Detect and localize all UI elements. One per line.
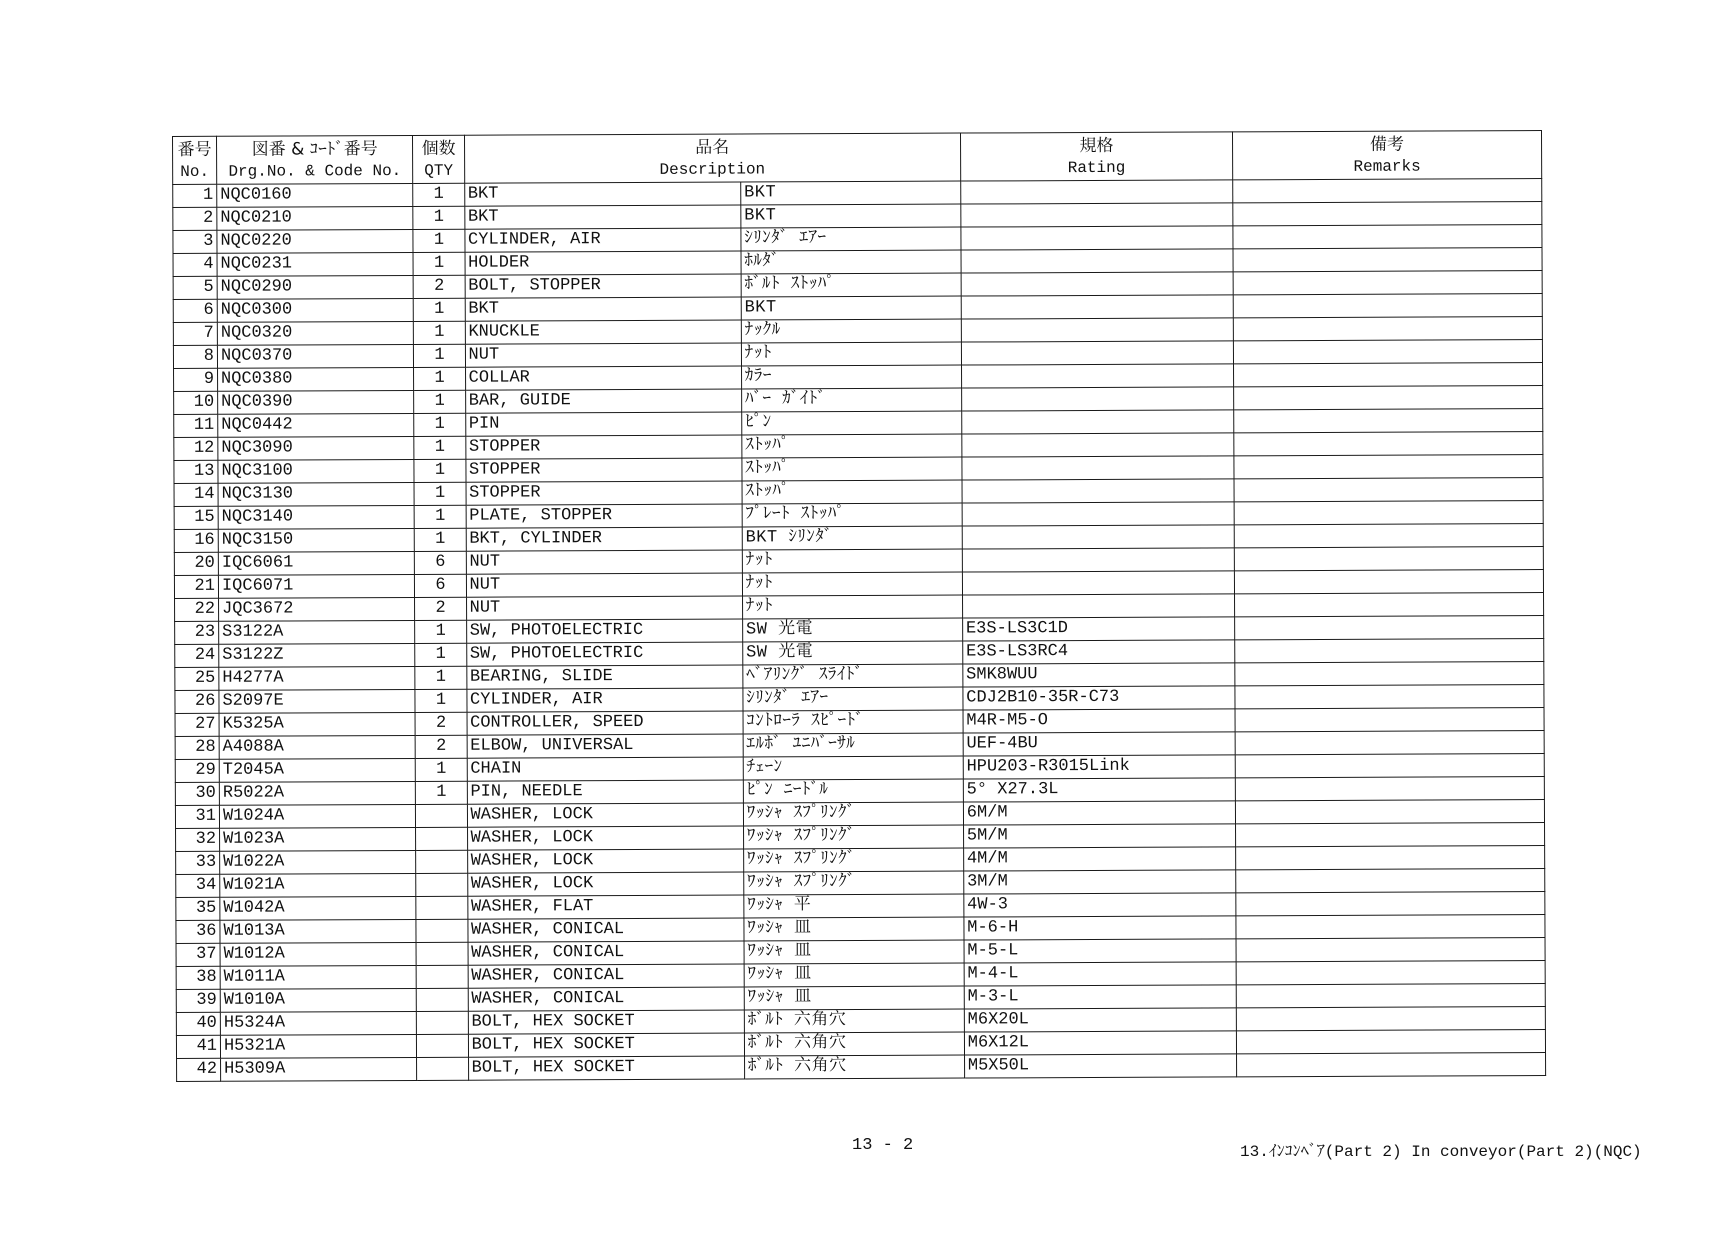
cell-description-jp: ｼﾘﾝﾀﾞ ｴｱｰ [743, 687, 963, 711]
cell-no: 23 [175, 621, 219, 644]
cell-qty: 1 [415, 689, 466, 712]
cell-qty [416, 850, 467, 873]
cell-rating [962, 548, 1234, 572]
cell-no: 30 [175, 782, 219, 805]
cell-description-en: WASHER, FLAT [467, 895, 743, 919]
cell-description-jp: ﾜｯｼｬ 皿 [744, 917, 964, 941]
cell-no: 14 [174, 483, 218, 506]
cell-rating [961, 318, 1233, 342]
cell-qty [417, 988, 468, 1011]
cell-code: W1013A [220, 919, 417, 943]
cell-description-en: BOLT, HEX SOCKET [468, 1010, 744, 1034]
header-rating-en: Rating [1067, 158, 1126, 177]
cell-description-jp: ﾎﾞﾙﾄ 六角穴 [744, 1032, 964, 1056]
cell-description-jp: BKT ｼﾘﾝﾀﾞ [742, 526, 962, 550]
cell-rating: 6M/M [963, 801, 1235, 825]
cell-no: 8 [173, 345, 217, 368]
cell-no: 42 [177, 1058, 221, 1081]
cell-rating [962, 479, 1234, 503]
cell-no: 6 [173, 299, 217, 322]
header-remarks-jp: 備考 [1369, 134, 1405, 155]
cell-description-en: CHAIN [467, 757, 743, 781]
header-remarks-en: Remarks [1353, 157, 1421, 176]
cell-remarks [1234, 409, 1543, 433]
header-rating [960, 132, 1232, 181]
cell-rating: E3S-LS3RC4 [963, 640, 1235, 664]
cell-rating: UEF-4BU [963, 732, 1235, 756]
cell-qty: 6 [415, 551, 466, 574]
cell-description-en: SW, PHOTOELECTRIC [466, 642, 742, 666]
cell-remarks [1236, 1007, 1545, 1031]
table-header [173, 131, 1542, 185]
cell-description-jp: ﾋﾟﾝ ﾆｰﾄﾞﾙ [743, 779, 963, 803]
cell-qty: 1 [413, 206, 464, 229]
cell-rating: M5X50L [964, 1054, 1236, 1078]
cell-description-jp: ｽﾄｯﾊﾟ [742, 434, 962, 458]
cell-code: NQC3100 [218, 459, 415, 483]
cell-description-en: ELBOW, UNIVERSAL [467, 734, 743, 758]
table-row [177, 1053, 1546, 1082]
cell-description-en: WASHER, LOCK [467, 803, 743, 827]
cell-no: 12 [174, 437, 218, 460]
cell-qty: 1 [414, 436, 465, 459]
cell-rating [961, 364, 1233, 388]
cell-remarks [1236, 892, 1545, 916]
header-description-en: Description [659, 159, 766, 179]
cell-code: NQC3130 [218, 482, 415, 506]
cell-no: 13 [174, 460, 218, 483]
cell-qty [416, 896, 467, 919]
cell-remarks [1234, 570, 1543, 594]
cell-description-jp: ﾜｯｼｬ 平 [744, 894, 964, 918]
cell-description-jp: ｽﾄｯﾊﾟ [742, 457, 962, 481]
cell-qty: 1 [414, 482, 465, 505]
cell-remarks [1235, 616, 1544, 640]
cell-remarks [1234, 386, 1543, 410]
cell-rating [962, 525, 1234, 549]
parts-list-table [172, 130, 1546, 1082]
cell-qty [416, 942, 467, 965]
cell-code: H5321A [220, 1034, 417, 1058]
page-number: 13 - 2 [852, 1136, 914, 1155]
cell-description-en: NUT [466, 596, 742, 620]
cell-rating: M6X20L [964, 1008, 1236, 1032]
cell-remarks [1235, 754, 1544, 778]
cell-remarks [1235, 823, 1544, 847]
cell-remarks [1235, 800, 1544, 824]
cell-qty: 2 [414, 275, 465, 298]
cell-no: 25 [175, 667, 219, 690]
cell-code: NQC0320 [217, 321, 414, 345]
cell-description-jp: ﾜｯｼｬ ｽﾌﾟﾘﾝｸﾞ [743, 825, 963, 849]
cell-no: 7 [173, 322, 217, 345]
cell-rating [962, 594, 1234, 618]
cell-no: 21 [174, 575, 218, 598]
cell-description-jp: ﾅｯﾄ [742, 572, 962, 596]
cell-description-jp: ﾍﾞｱﾘﾝｸﾞ ｽﾗｲﾄﾞ [743, 664, 963, 688]
cell-remarks [1235, 662, 1544, 686]
cell-description-en: PLATE, STOPPER [466, 504, 742, 528]
cell-description-en: HOLDER [465, 251, 741, 275]
cell-rating: M4R-M5-O [963, 709, 1235, 733]
cell-remarks [1235, 731, 1544, 755]
cell-code: W1024A [219, 804, 416, 828]
cell-remarks [1233, 340, 1542, 364]
header-description-jp: 品名 [695, 137, 730, 158]
cell-description-jp: ﾜｯｼｬ 皿 [744, 986, 964, 1010]
cell-code: W1021A [220, 873, 417, 897]
cell-remarks [1233, 317, 1542, 341]
cell-remarks [1234, 524, 1543, 548]
cell-rating: SMK8WUU [963, 663, 1235, 687]
cell-no: 20 [174, 552, 218, 575]
cell-description-en: BEARING, SLIDE [466, 665, 742, 689]
cell-description-jp: ﾎﾙﾀﾞ [741, 250, 961, 274]
cell-code: NQC0300 [217, 298, 414, 322]
cell-no: 3 [173, 230, 217, 253]
cell-remarks [1235, 685, 1544, 709]
cell-code: R5022A [219, 781, 416, 805]
cell-qty: 1 [415, 643, 466, 666]
header-code-jp: 図番 & ｺｰﾄﾞ番号 [251, 138, 378, 160]
cell-code: W1011A [220, 965, 417, 989]
cell-description-en: STOPPER [466, 481, 742, 505]
cell-rating: E3S-LS3C1D [962, 617, 1234, 641]
cell-code: NQC0370 [217, 344, 414, 368]
cell-description-en: BOLT, HEX SOCKET [468, 1033, 744, 1057]
cell-no: 24 [175, 644, 219, 667]
cell-rating [962, 502, 1234, 526]
cell-description-en: NUT [466, 573, 742, 597]
cell-no: 33 [176, 851, 220, 874]
cell-remarks [1236, 846, 1545, 870]
cell-description-jp: ｽﾄｯﾊﾟ [742, 480, 962, 504]
cell-qty: 1 [415, 666, 466, 689]
cell-description-en: CONTROLLER, SPEED [467, 711, 743, 735]
cell-code: NQC3140 [218, 505, 415, 529]
cell-description-en: NUT [465, 343, 741, 367]
cell-code: NQC0160 [217, 183, 414, 207]
cell-description-jp: ﾎﾞﾙﾄ 六角穴 [744, 1009, 964, 1033]
cell-code: NQC0380 [217, 367, 414, 391]
cell-qty: 2 [416, 735, 467, 758]
cell-description-jp: ﾅｯﾄ [742, 549, 962, 573]
cell-no: 4 [173, 253, 217, 276]
cell-remarks [1236, 984, 1545, 1008]
cell-code: NQC0442 [218, 413, 415, 437]
cell-no: 31 [175, 805, 219, 828]
cell-code: IQC6061 [218, 551, 415, 575]
cell-qty [416, 804, 467, 827]
cell-code: W1023A [220, 827, 417, 851]
cell-code: IQC6071 [218, 574, 415, 598]
cell-description-en: WASHER, CONICAL [468, 964, 744, 988]
header-no-jp: 番号 [177, 139, 212, 160]
cell-remarks [1236, 1053, 1545, 1077]
cell-rating: 4W-3 [964, 893, 1236, 917]
cell-description-jp: ﾌﾟﾚｰﾄ ｽﾄｯﾊﾟ [742, 503, 962, 527]
cell-description-en: WASHER, LOCK [467, 826, 743, 850]
cell-no: 41 [176, 1035, 220, 1058]
cell-description-en: BKT [464, 205, 740, 229]
cell-qty: 1 [413, 252, 464, 275]
cell-code: W1042A [220, 896, 417, 920]
cell-code: NQC0220 [217, 229, 414, 253]
cell-remarks [1236, 961, 1545, 985]
cell-description-jp: ﾜｯｼｬ ｽﾌﾟﾘﾝｸﾞ [743, 848, 963, 872]
cell-code: JQC3672 [219, 597, 416, 621]
cell-rating [961, 226, 1233, 250]
cell-description-jp: BKT [741, 204, 961, 228]
header-description [464, 133, 960, 183]
cell-code: NQC0210 [217, 206, 414, 230]
cell-description-en: WASHER, CONICAL [468, 941, 744, 965]
cell-qty [416, 827, 467, 850]
cell-rating [962, 410, 1234, 434]
cell-description-jp: ﾅｯｸﾙ [741, 319, 961, 343]
cell-description-en: KNUCKLE [465, 320, 741, 344]
cell-description-jp: ﾎﾞﾙﾄ ｽﾄｯﾊﾟ [741, 273, 961, 297]
cell-description-en: CYLINDER, AIR [464, 228, 740, 252]
cell-description-jp: ｶﾗｰ [741, 365, 961, 389]
cell-qty [417, 1011, 468, 1034]
cell-rating: M-5-L [964, 939, 1236, 963]
cell-no: 28 [175, 736, 219, 759]
cell-description-en: BOLT, STOPPER [465, 274, 741, 298]
cell-remarks [1236, 869, 1545, 893]
table-body [173, 179, 1546, 1082]
cell-rating [962, 433, 1234, 457]
header-code [216, 135, 413, 184]
cell-code: NQC0231 [217, 252, 414, 276]
cell-no: 11 [174, 414, 218, 437]
cell-remarks [1236, 915, 1545, 939]
cell-no: 5 [173, 276, 217, 299]
cell-qty: 1 [414, 367, 465, 390]
cell-no: 10 [174, 391, 218, 414]
cell-qty: 1 [416, 758, 467, 781]
cell-no: 39 [176, 989, 220, 1012]
cell-code: NQC0390 [218, 390, 415, 414]
header-qty-jp: 個数 [421, 138, 456, 159]
cell-qty: 1 [415, 505, 466, 528]
cell-remarks [1233, 179, 1542, 203]
cell-remarks [1234, 455, 1543, 479]
cell-code: W1010A [220, 988, 417, 1012]
cell-qty: 2 [415, 597, 466, 620]
cell-description-en: COLLAR [465, 366, 741, 390]
cell-description-en: BKT, CYLINDER [466, 527, 742, 551]
cell-description-jp: ﾜｯｼｬ ｽﾌﾟﾘﾝｸﾞ [743, 802, 963, 826]
cell-qty: 6 [415, 574, 466, 597]
cell-description-jp: ﾊﾞｰ ｶﾞｲﾄﾞ [741, 388, 961, 412]
cell-description-jp: BKT [741, 296, 961, 320]
cell-rating: HPU203-R3015Link [963, 755, 1235, 779]
cell-description-jp: SW 光電 [743, 641, 963, 665]
cell-qty: 1 [414, 459, 465, 482]
cell-description-en: SW, PHOTOELECTRIC [466, 619, 742, 643]
cell-no: 9 [174, 368, 218, 391]
cell-description-en: BKT [465, 297, 741, 321]
cell-description-en: STOPPER [465, 435, 741, 459]
cell-qty [417, 1057, 468, 1080]
cell-qty [416, 919, 467, 942]
cell-qty [417, 965, 468, 988]
cell-rating: CDJ2B10-35R-C73 [963, 686, 1235, 710]
cell-qty: 1 [415, 528, 466, 551]
cell-description-en: CYLINDER, AIR [466, 688, 742, 712]
cell-no: 27 [175, 713, 219, 736]
cell-description-jp: ﾁｪｰﾝ [743, 756, 963, 780]
cell-remarks [1233, 294, 1542, 318]
cell-qty: 2 [415, 712, 466, 735]
cell-rating [961, 387, 1233, 411]
cell-rating: 5M/M [963, 824, 1235, 848]
cell-description-en: WASHER, CONICAL [468, 987, 744, 1011]
cell-description-jp: ｼﾘﾝﾀﾞ ｴｱｰ [741, 227, 961, 251]
cell-remarks [1236, 938, 1545, 962]
cell-remarks [1235, 708, 1544, 732]
cell-description-en: NUT [466, 550, 742, 574]
cell-no: 38 [176, 966, 220, 989]
cell-description-jp: ﾋﾟﾝ [742, 411, 962, 435]
cell-rating: 3M/M [964, 870, 1236, 894]
cell-description-en: BAR, GUIDE [465, 389, 741, 413]
cell-qty: 1 [414, 344, 465, 367]
cell-no: 26 [175, 690, 219, 713]
cell-remarks [1234, 478, 1543, 502]
cell-description-jp: ﾜｯｼｬ 皿 [744, 963, 964, 987]
cell-rating [962, 571, 1234, 595]
cell-description-jp: ﾅｯﾄ [742, 595, 962, 619]
cell-qty: 1 [414, 321, 465, 344]
cell-no: 16 [174, 529, 218, 552]
cell-code: S3122Z [219, 643, 416, 667]
cell-qty [417, 1034, 468, 1057]
cell-remarks [1233, 271, 1542, 295]
cell-no: 29 [175, 759, 219, 782]
section-title: 13.ｲﾝｺﾝﾍﾞｱ(Part 2) In conveyor(Part 2)(NQC) [1240, 1143, 1642, 1161]
cell-remarks [1236, 1030, 1545, 1054]
header-code-en: Drg.No. & Code No. [228, 161, 402, 181]
cell-remarks [1234, 501, 1543, 525]
cell-no: 34 [176, 874, 220, 897]
cell-rating [961, 249, 1233, 273]
cell-code: A4088A [219, 735, 416, 759]
cell-description-en: WASHER, CONICAL [467, 918, 743, 942]
cell-rating: M-4-L [964, 962, 1236, 986]
cell-description-en: WASHER, LOCK [467, 849, 743, 873]
cell-code: NQC3090 [218, 436, 415, 460]
cell-remarks [1235, 777, 1544, 801]
cell-description-jp: ﾜｯｼｬ 皿 [744, 940, 964, 964]
cell-rating: M6X12L [964, 1031, 1236, 1055]
header-row [173, 131, 1542, 185]
cell-code: NQC0290 [217, 275, 414, 299]
cell-description-en: STOPPER [465, 458, 741, 482]
cell-qty: 1 [416, 781, 467, 804]
cell-no: 2 [173, 207, 217, 230]
cell-code: H5309A [221, 1057, 418, 1081]
cell-qty: 1 [414, 413, 465, 436]
cell-rating [962, 456, 1234, 480]
cell-code: W1022A [220, 850, 417, 874]
cell-qty: 1 [414, 390, 465, 413]
cell-no: 36 [176, 920, 220, 943]
cell-remarks [1233, 225, 1542, 249]
cell-remarks [1233, 363, 1542, 387]
cell-no: 22 [175, 598, 219, 621]
cell-qty: 1 [415, 620, 466, 643]
cell-description-jp: ﾜｯｼｬ ｽﾌﾟﾘﾝｸﾞ [744, 871, 964, 895]
cell-code: H5324A [220, 1011, 417, 1035]
cell-qty: 1 [413, 183, 464, 206]
cell-description-jp: SW 光電 [742, 618, 962, 642]
cell-description-jp: ﾅｯﾄ [741, 342, 961, 366]
cell-description-en: PIN, NEEDLE [467, 780, 743, 804]
cell-no: 35 [176, 897, 220, 920]
cell-description-jp: ﾎﾞﾙﾄ 六角穴 [744, 1055, 964, 1079]
cell-rating [961, 341, 1233, 365]
header-no [173, 136, 217, 184]
header-remarks [1232, 131, 1541, 180]
cell-no: 1 [173, 184, 217, 207]
cell-code: W1012A [220, 942, 417, 966]
cell-remarks [1235, 639, 1544, 663]
cell-no: 32 [176, 828, 220, 851]
cell-remarks [1234, 432, 1543, 456]
cell-qty [416, 873, 467, 896]
cell-description-jp: ｺﾝﾄﾛｰﾗ ｽﾋﾟｰﾄﾞ [743, 710, 963, 734]
cell-description-jp: ｴﾙﾎﾞ ﾕﾆﾊﾞｰｻﾙ [743, 733, 963, 757]
cell-rating: 5° X27.3L [963, 778, 1235, 802]
cell-qty: 1 [413, 229, 464, 252]
cell-description-en: BKT [464, 182, 740, 206]
header-qty-en: QTY [424, 161, 454, 180]
cell-code: T2045A [219, 758, 416, 782]
cell-no: 15 [174, 506, 218, 529]
cell-code: NQC3150 [218, 528, 415, 552]
cell-code: S2097E [219, 689, 416, 713]
header-rating-jp: 規格 [1079, 135, 1114, 156]
cell-description-en: PIN [465, 412, 741, 436]
cell-rating: 4M/M [963, 847, 1235, 871]
cell-rating: M-6-H [964, 916, 1236, 940]
cell-rating [961, 295, 1233, 319]
cell-remarks [1233, 248, 1542, 272]
cell-qty: 1 [414, 298, 465, 321]
cell-code: H4277A [219, 666, 416, 690]
cell-no: 40 [176, 1012, 220, 1035]
cell-rating [961, 203, 1233, 227]
cell-description-jp: BKT [741, 181, 961, 205]
cell-rating: M-3-L [964, 985, 1236, 1009]
header-no-en: No. [180, 162, 210, 181]
cell-description-en: WASHER, LOCK [467, 872, 743, 896]
cell-remarks [1234, 593, 1543, 617]
cell-rating [961, 272, 1233, 296]
header-qty [413, 135, 464, 183]
cell-no: 37 [176, 943, 220, 966]
cell-description-en: BOLT, HEX SOCKET [468, 1056, 744, 1080]
cell-code: K5325A [219, 712, 416, 736]
cell-rating [961, 180, 1233, 204]
cell-code: S3122A [219, 620, 416, 644]
cell-remarks [1233, 202, 1542, 226]
cell-remarks [1234, 547, 1543, 571]
